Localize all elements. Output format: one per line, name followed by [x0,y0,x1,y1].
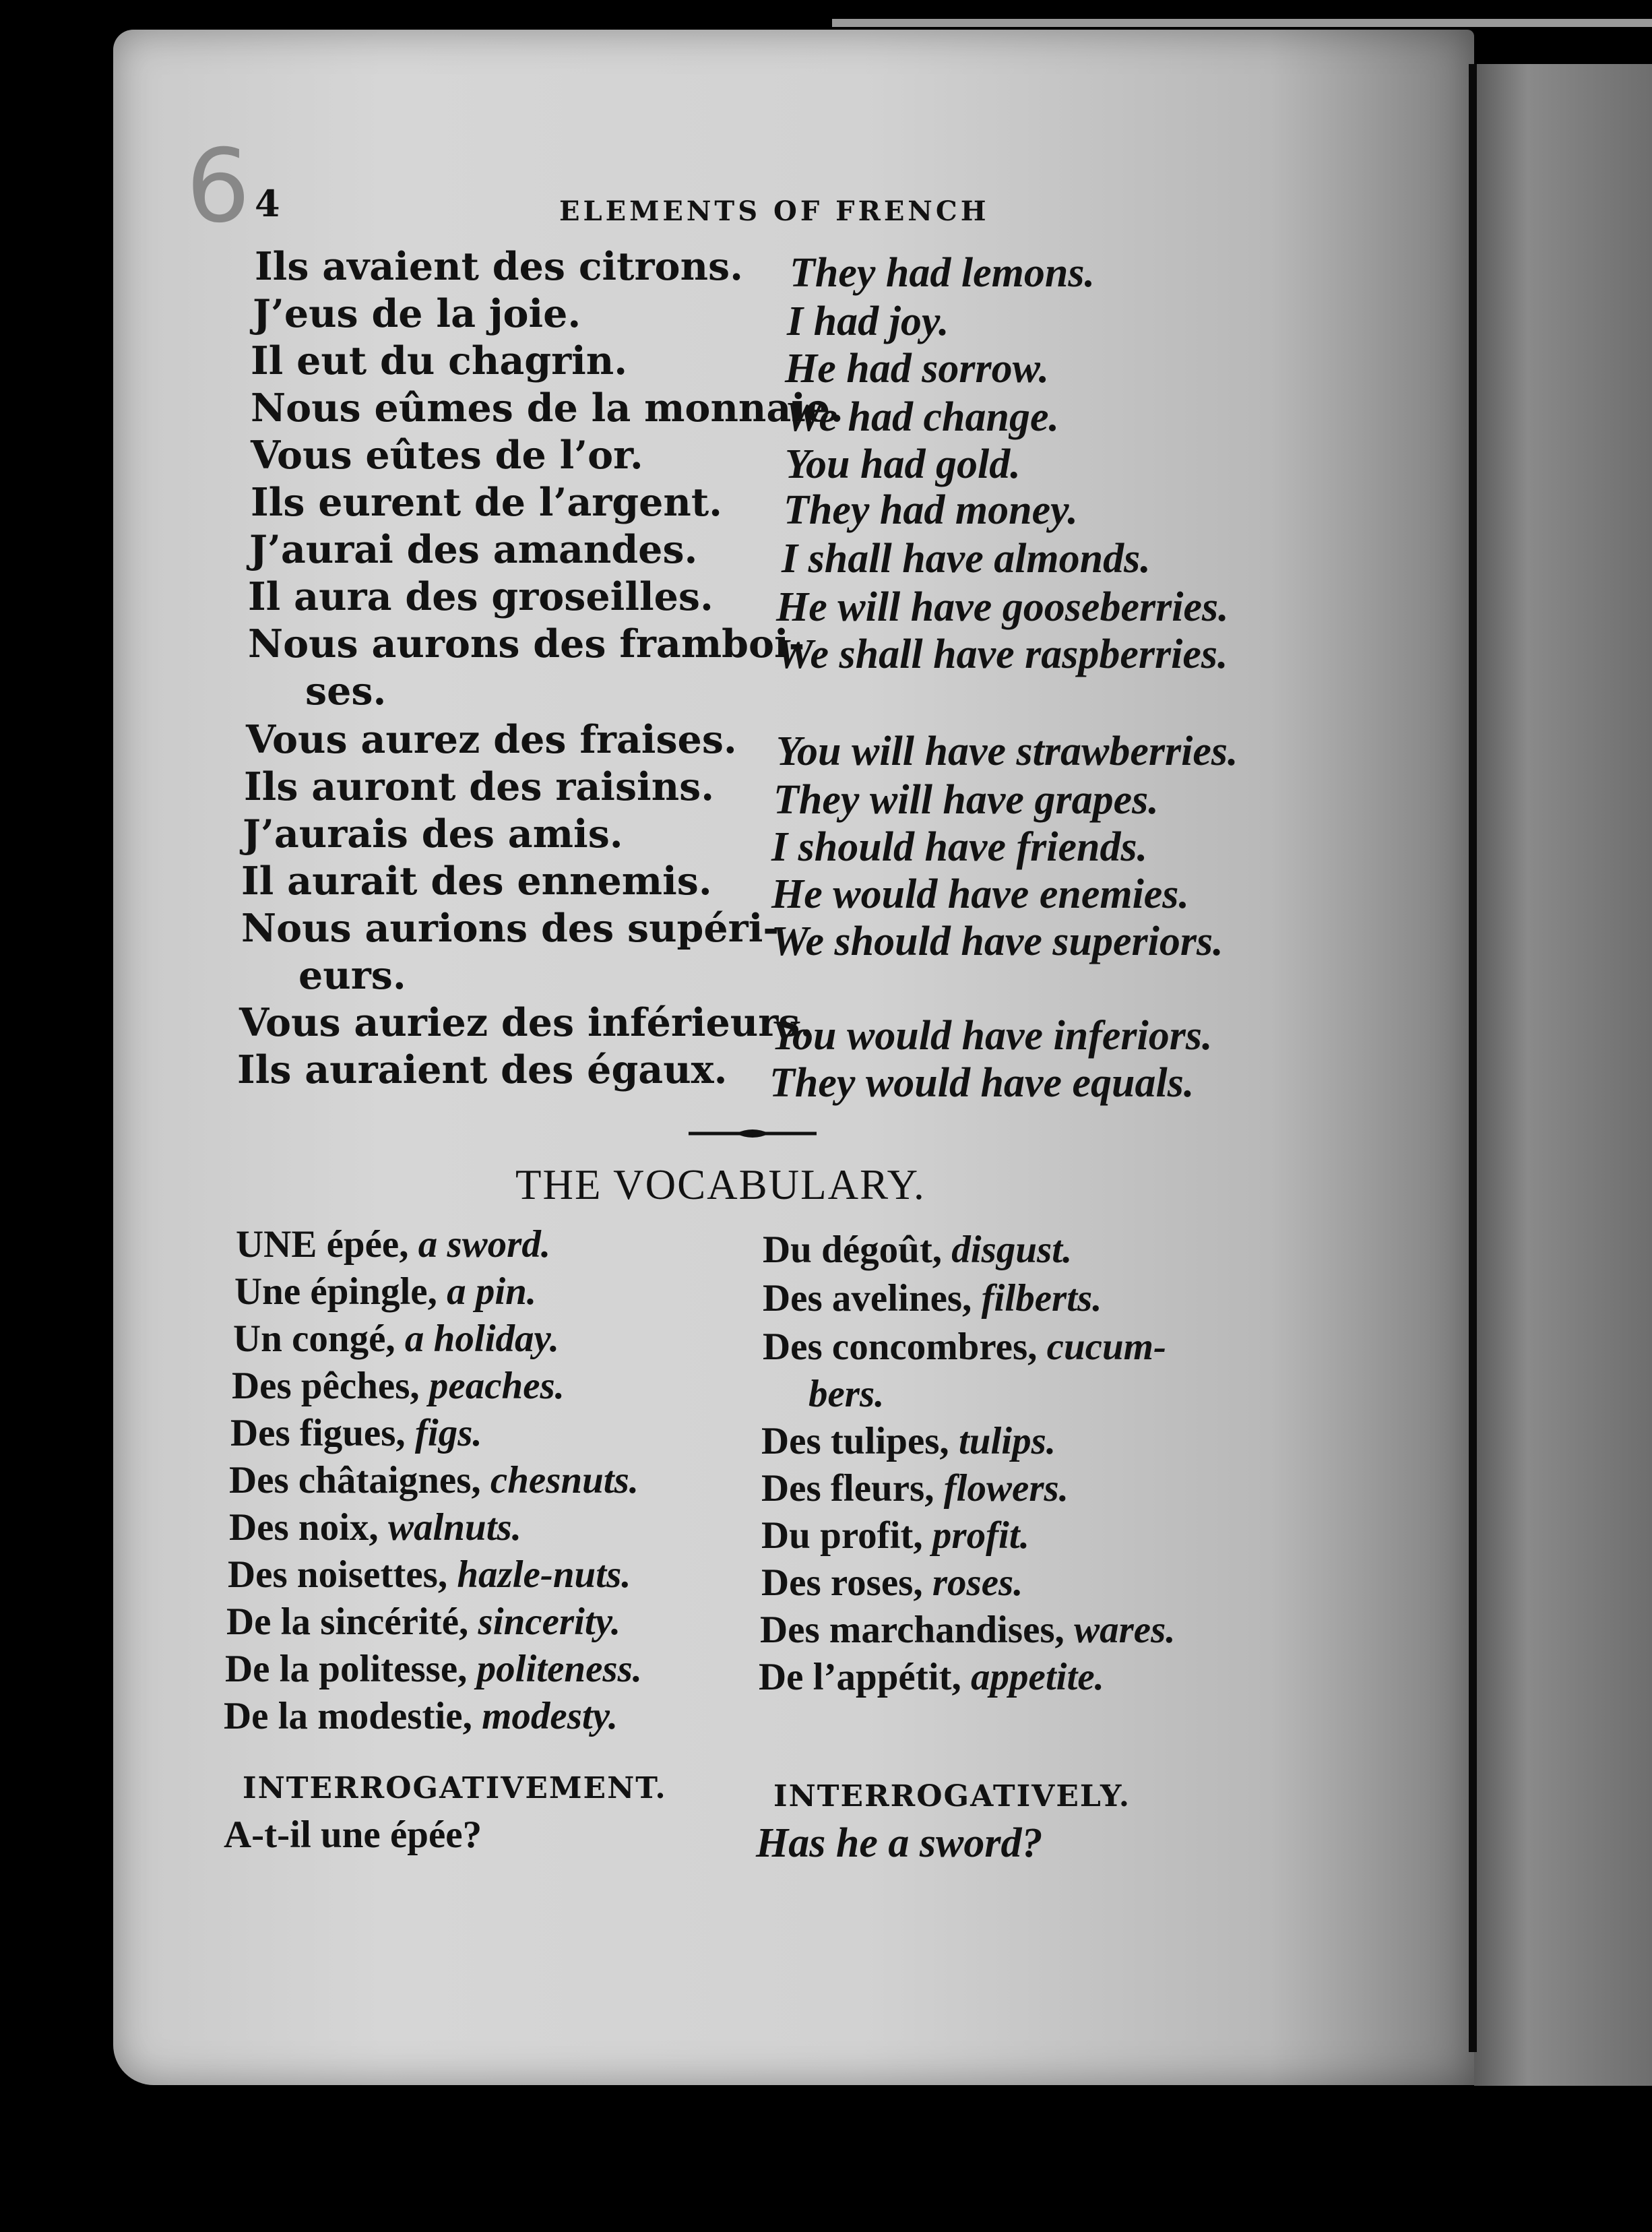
vocab-entry [228,1553,631,1596]
vocab-french: Des noix, [229,1506,388,1549]
vocab-entry [233,1317,559,1361]
vocab-english: peaches. [428,1365,565,1407]
vocab-entry [224,1694,618,1738]
english-translation: I shall have almonds. [782,536,1151,582]
french-sentence: J’aurai des amandes. [249,527,698,572]
english-translation: They will have grapes. [773,777,1159,823]
french-sentence-continuation: eurs. [298,953,406,998]
vocab-entry [761,1419,1056,1463]
vocab-french: UNE épée, [236,1223,418,1266]
vocab-french: Un congé, [233,1318,405,1360]
vocab-french: De la politesse, [225,1648,477,1690]
vocab-english: figs. [414,1412,482,1454]
running-head: ELEMENTS OF FRENCH [559,195,990,227]
french-sentence-continuation: ses. [305,669,387,714]
vocab-french: Des figues, [230,1412,415,1454]
vocab-entry [763,1325,1166,1369]
english-translation: They would have equals. [769,1060,1195,1106]
vocab-english: profit. [932,1514,1029,1557]
vocab-french: Des marchandises, [760,1609,1075,1651]
french-sentence: Vous auriez des inférieurs. [239,1000,814,1045]
interrogative-example-french: A-t-il une épée? [224,1814,482,1856]
vocab-french: Des avelines, [763,1277,982,1320]
french-sentence: Il eut du chagrin. [251,338,628,383]
vocab-french: Des tulipes, [761,1420,959,1462]
vocab-english: modesty. [482,1695,618,1737]
vocab-french: Du dégoût, [763,1229,952,1271]
english-translation: We should have superiors. [771,919,1224,964]
english-translation: We had change. [785,394,1060,440]
vocab-english: politeness. [476,1648,643,1690]
vocab-english: disgust. [951,1229,1073,1271]
french-sentence: Ils avaient des citrons. [255,244,743,289]
vocab-entry [761,1466,1069,1510]
interrogative-heading-french: INTERROGATIVEMENT. [243,1771,667,1805]
vocab-entry [760,1608,1176,1652]
vocab-english: walnuts. [387,1506,521,1549]
scan-edge-rule [832,19,1652,27]
english-translation: You would have inferiors. [771,1013,1213,1059]
vocab-french: Des pêches, [232,1365,429,1407]
vocab-entry [234,1270,536,1313]
vocab-entry [229,1458,639,1502]
vocab-english: tulips. [958,1420,1056,1462]
book-spine [1469,64,1477,2052]
interrogative-heading-english: INTERROGATIVELY. [773,1779,1131,1814]
vocab-french: Des noisettes, [228,1553,457,1596]
vocab-english: cucum- [1046,1326,1166,1368]
english-translation: They had lemons. [790,250,1095,296]
french-sentence: Vous aurez des fraises. [246,717,737,762]
english-translation: You will have strawberries. [776,728,1238,774]
english-translation: He had sorrow. [785,346,1050,392]
vocab-entry [230,1411,482,1455]
vocab-english: flowers. [943,1467,1069,1510]
vocab-entry [236,1222,550,1266]
vocab-english: roses. [932,1561,1023,1604]
section-divider-ornament [689,1127,817,1140]
vocab-english: hazle-nuts. [457,1553,631,1596]
vocab-english: bers. [808,1373,885,1415]
english-translation: We shall have raspberries. [776,631,1228,677]
handwritten-page-mark: 6 [186,128,251,245]
french-sentence: Il aurait des ennemis. [241,859,712,904]
vocab-entry-continuation [808,1372,884,1416]
vocabulary-title: THE VOCABULARY. [515,1161,926,1208]
vocab-french: Des châtaignes, [229,1459,490,1501]
vocab-entry [232,1364,565,1408]
french-sentence: Vous eûtes de l’or. [251,433,643,478]
facing-page-edge [1474,64,1652,2086]
vocab-english: sincerity. [478,1601,621,1643]
vocab-entry [761,1514,1029,1557]
french-sentence: Ils auraient des égaux. [237,1047,728,1092]
vocab-french: Du profit, [761,1514,932,1557]
vocab-french: De l’appétit, [759,1656,972,1698]
vocab-english: appetite. [971,1656,1104,1698]
english-translation: He will have gooseberries. [776,584,1229,630]
french-sentence: Ils auront des raisins. [244,764,715,809]
french-sentence: Ils eurent de l’argent. [251,480,723,525]
vocab-french: De la modestie, [224,1695,482,1737]
vocab-entry [763,1228,1072,1272]
french-sentence: J’eus de la joie. [253,291,581,336]
vocab-english: wares. [1074,1609,1176,1651]
vocab-french: Une épingle, [234,1270,447,1313]
vocab-entry [225,1647,642,1691]
english-translation: I should have friends. [771,824,1148,870]
page-number: 4 [255,182,280,225]
vocab-english: chesnuts. [490,1459,639,1501]
english-translation: You had gold. [785,441,1021,487]
french-sentence: Nous eûmes de la monnaie. [251,385,844,431]
vocab-english: filberts. [981,1277,1102,1320]
french-sentence: Il aura des groseilles. [248,574,713,619]
vocab-french: Des fleurs, [761,1467,944,1510]
french-sentence: J’aurais des amis. [243,811,623,857]
vocab-french: Des concombres, [763,1326,1047,1368]
vocab-english: a pin. [447,1270,537,1313]
vocab-entry [763,1276,1102,1320]
vocab-french: Des roses, [761,1561,932,1604]
vocab-english: a sword. [418,1223,551,1266]
vocab-entry [226,1600,621,1644]
vocab-entry [759,1655,1104,1699]
french-sentence: Nous aurions des supéri- [241,906,779,951]
english-translation: I had joy. [787,299,949,344]
english-translation: He would have enemies. [771,871,1189,917]
vocab-entry [229,1506,521,1549]
vocab-english: a holiday. [404,1318,559,1360]
vocab-french: De la sincérité, [226,1601,478,1643]
vocab-entry [761,1561,1023,1605]
interrogative-example-english: Has he a sword? [756,1820,1043,1866]
english-translation: They had money. [784,487,1078,533]
french-sentence: Nous aurons des framboi- [248,621,805,666]
